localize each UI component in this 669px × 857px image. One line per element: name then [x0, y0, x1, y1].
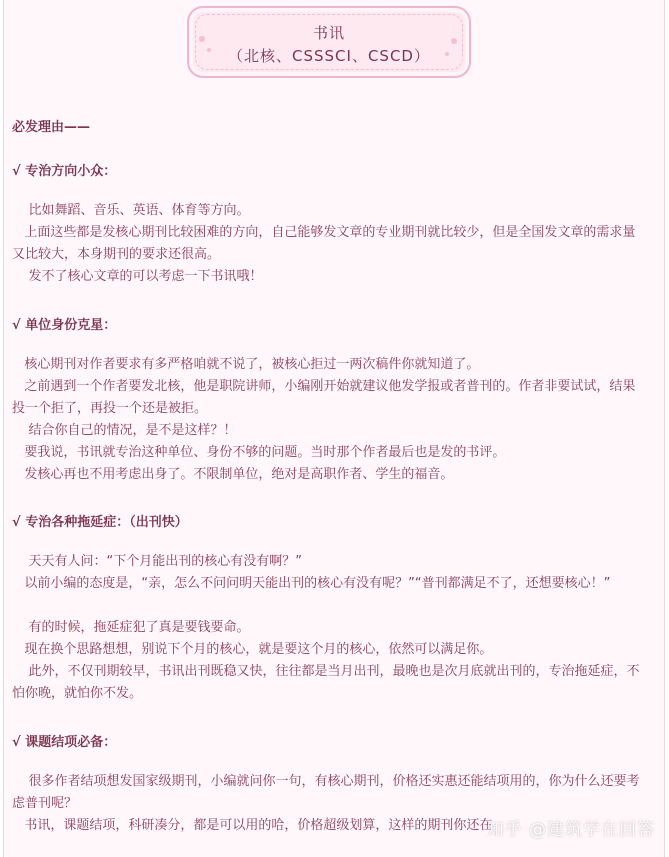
- paragraph: 核心期刊对作者要求有多严格咱就不说了，被核心拒过一两次稿件你就知道了。: [12, 357, 480, 372]
- paragraph: 上面这些都是发核心期刊比较困难的方向，自己能够发文章的专业期刊就比较少，但是全国发文章的需求量又比较大，本身期刊的要求还很高。: [12, 225, 636, 262]
- section-heading: √ 专治方向小众：: [12, 164, 117, 179]
- paragraph: 有的时候，拖延症犯了真是要钱要命。: [12, 620, 250, 635]
- title-line-1: 书讯: [312, 24, 345, 42]
- reasons-heading: 必发理由——: [12, 120, 91, 135]
- watermark: 知乎 @建筑学在回答: [486, 820, 655, 840]
- paragraph: 天天有人问：“下个月能出刊的核心有没有啊？”: [12, 554, 303, 569]
- paragraph: 现在换个思路想想，别说下个月的核心，就是要这个月的核心，依然可以满足你。: [12, 642, 493, 657]
- paragraph: 要我说，书讯就专治这种单位、身份不够的问题。当时那个作者最后也是发的书评。: [12, 445, 506, 460]
- paragraph: 发不了核心文章的可以考虑一下书讯哦！: [12, 269, 263, 284]
- section-heading: √ 专治各种拖延症：（出刊快）: [12, 515, 188, 530]
- title-banner: [187, 6, 471, 78]
- paragraph: 以前小编的态度是，“亲，怎么不问问明天能出刊的核心有没有呢？”“普刊都满足不了，还想要核心！”: [12, 576, 611, 591]
- paragraph: 结合你自己的情况，是不是这样？！: [12, 423, 237, 438]
- paragraph: 书讯，课题结项，科研凑分，都是可以用的哈，价格超级划算，这样的期刊你还在: [12, 818, 493, 833]
- paragraph: 很多作者结项想发国家级期刊，小编就问你一句，有核心期刊，价格还实惠还能结项用的，你为什么还要考虑普刊呢？: [12, 774, 640, 811]
- paragraph: 比如舞蹈、音乐、英语、体育等方向。: [12, 203, 250, 218]
- title-line-2: （北核、CSSSCI、CSCD）: [228, 47, 430, 65]
- paragraph: 此外，不仅刊期较早，书讯出刊既稳又快，往往都是当月出刊，最晚也是次月底就出刊的，专治拖延症，不怕你晚，就怕你不发。: [12, 664, 640, 701]
- paragraph: 之前遇到一个作者要发北核，他是职院讲师，小编刚开始就建议他发学报或者普刊的。作者非要试试，结果投一个拒了，再投一个还是被拒。: [12, 379, 636, 416]
- section-heading: √ 单位身份克星：: [12, 318, 117, 333]
- section-heading: √ 课题结项必备：: [12, 735, 117, 750]
- paragraph: 发核心再也不用考虑出身了。不限制单位，绝对是高职作者、学生的福音。: [12, 467, 454, 482]
